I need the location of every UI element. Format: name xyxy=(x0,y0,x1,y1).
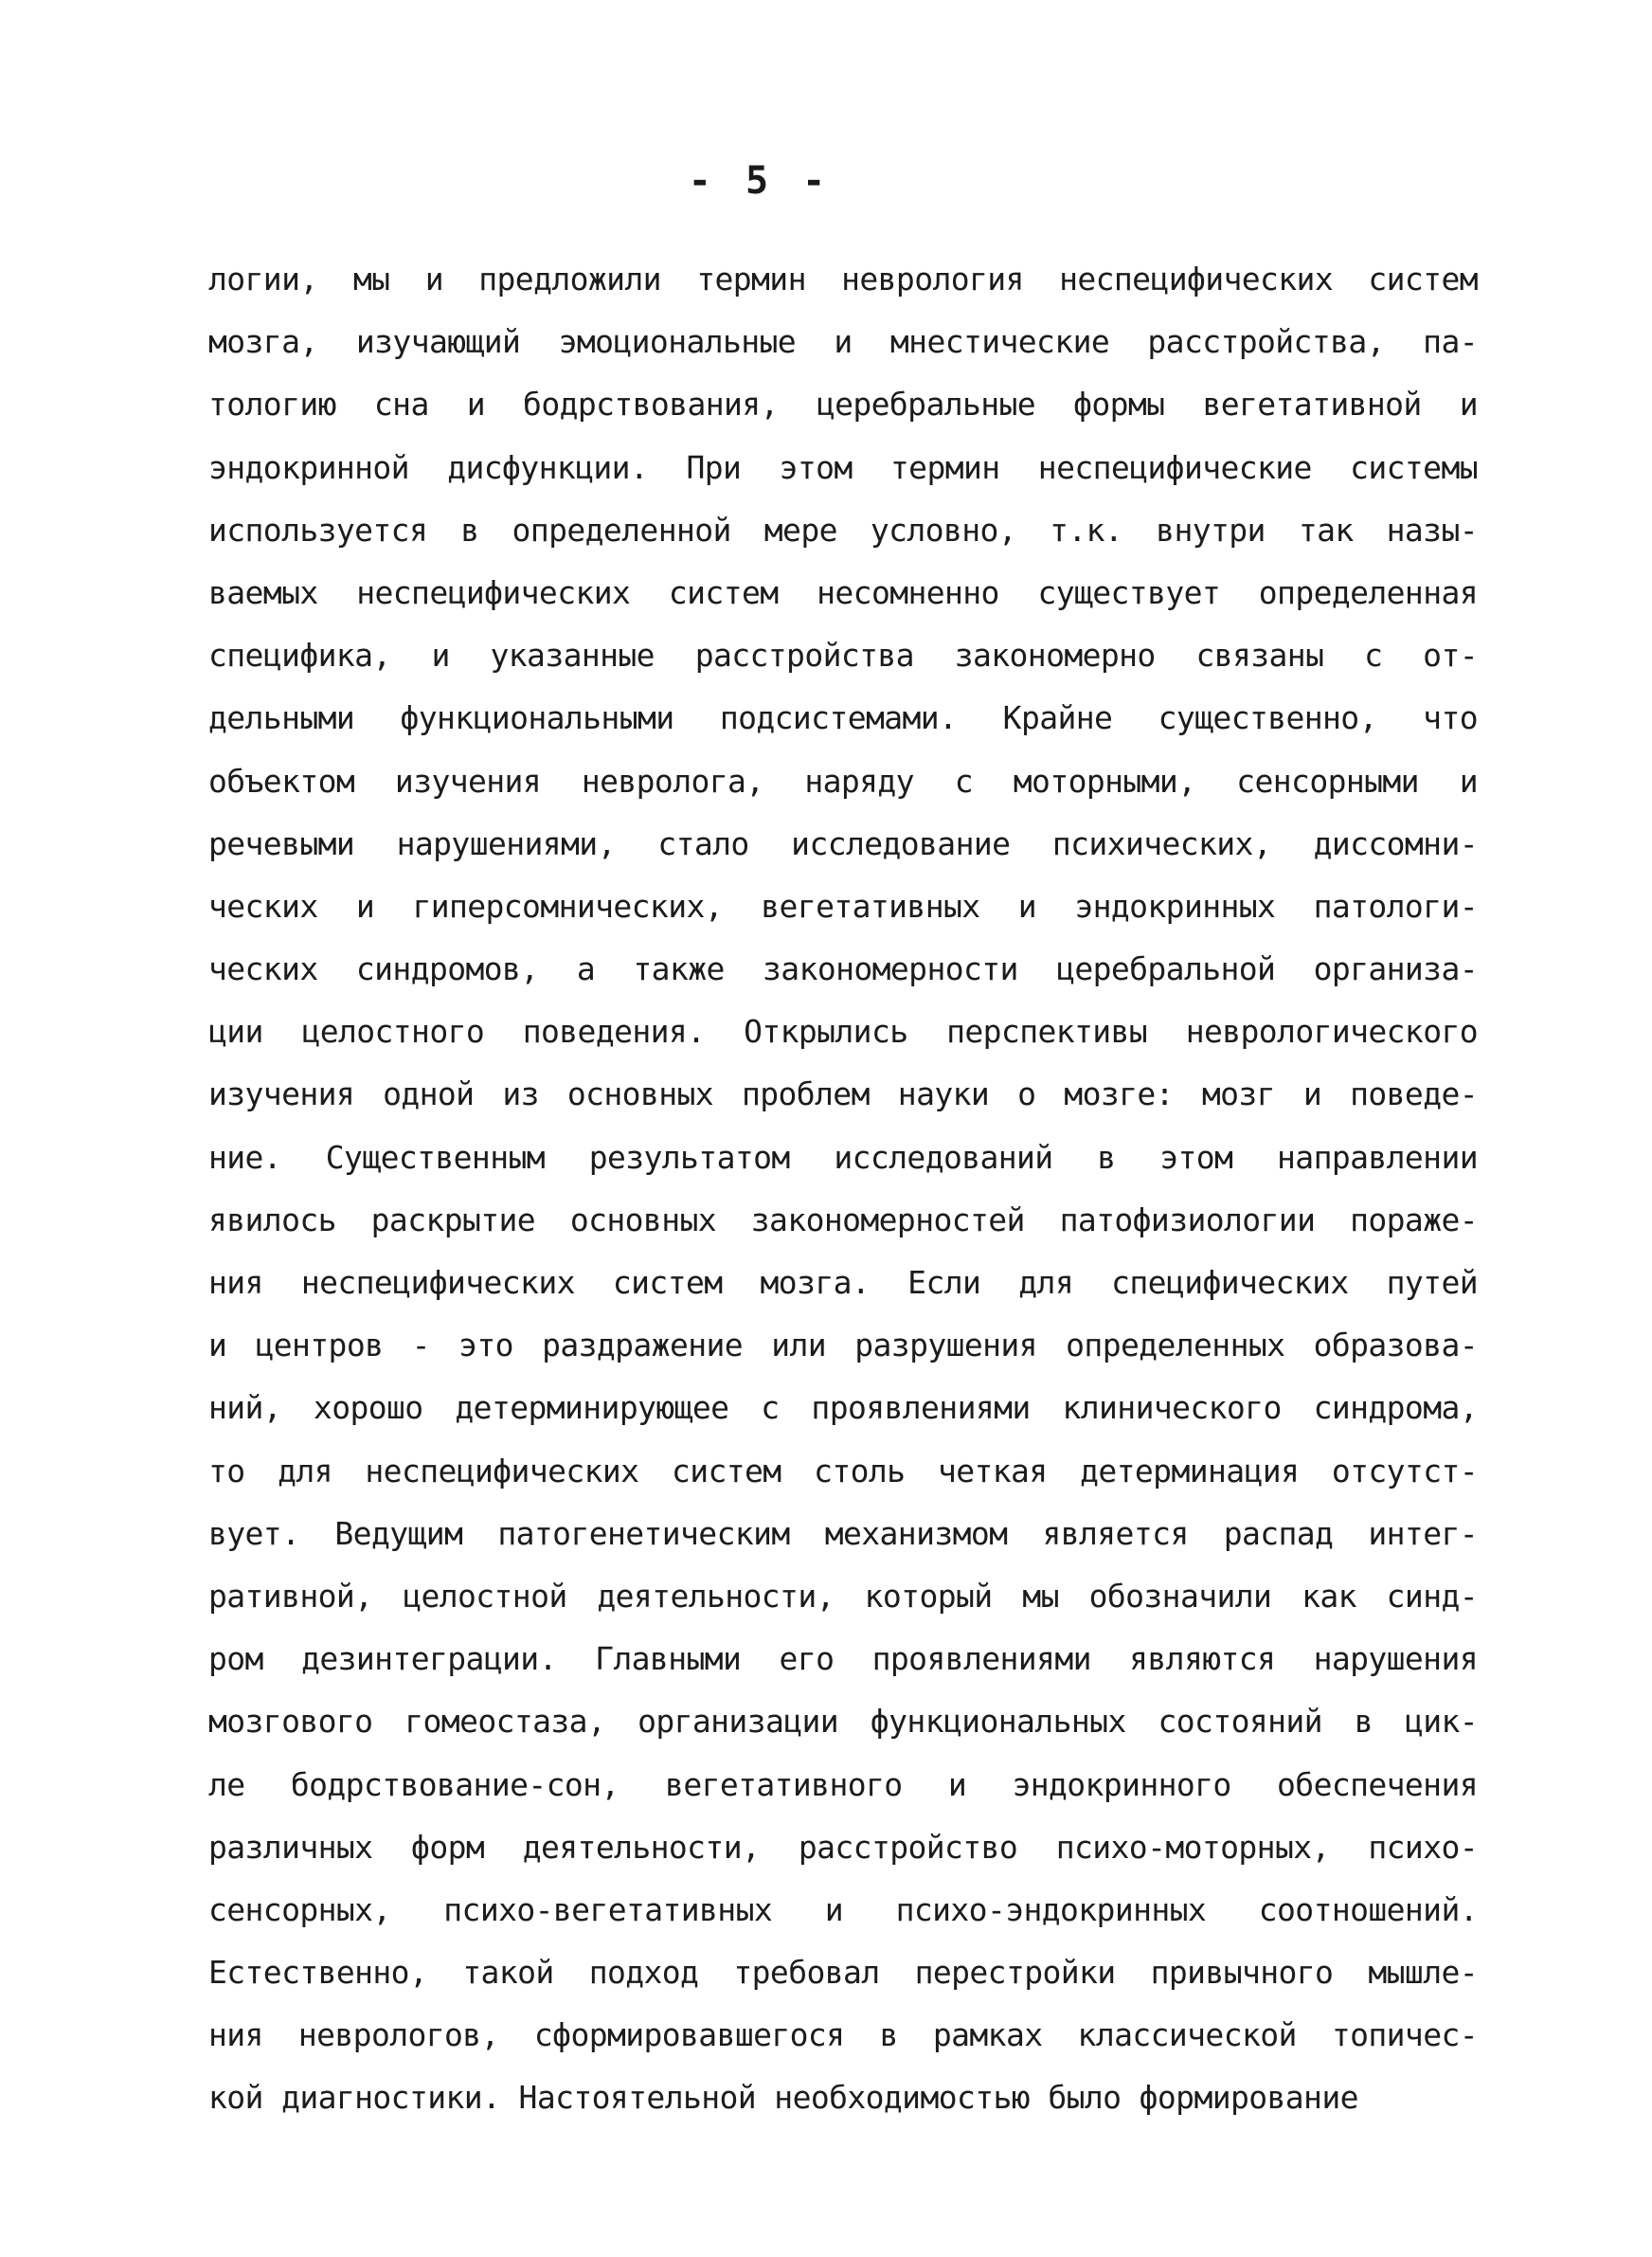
text-line: вует. Ведущим патогенетическим механизмом является распад интег- xyxy=(208,1514,1478,1552)
text-line: ративной, целостной деятельности, который мы обозначили как синд- xyxy=(208,1577,1478,1615)
text-line: изучения одной из основных проблем науки о мозге: мозг и поведе- xyxy=(208,1075,1478,1113)
text-line: ваемых неспецифических систем несомненно существует определенная xyxy=(208,573,1478,611)
text-line: ческих и гиперсомнических, вегетативных и эндокринных патологи- xyxy=(208,887,1478,925)
text-line: специфика, и указанные расстройства закономерно связаны с от- xyxy=(208,637,1478,675)
text-line: мозга, изучающий эмоциональные и мнестические расстройства, па- xyxy=(208,323,1478,361)
text-line: ний, хорошо детерминирующее с проявлениями клинического синдрома, xyxy=(208,1389,1478,1427)
text-line: эндокринной дисфункции. При этом термин неспецифические системы xyxy=(208,448,1478,486)
text-line: ния неспецифических систем мозга. Если для специфических путей xyxy=(208,1264,1478,1301)
text-line: сенсорных, психо-вегетативных и психо-эндокринных соотношений. xyxy=(208,1890,1478,1928)
text-line: речевыми нарушениями, стало исследование психических, диссомни- xyxy=(208,824,1478,862)
body-text xyxy=(208,248,1478,2130)
text-line: дельными функциональными подсистемами. Крайне существенно, что xyxy=(208,699,1478,737)
text-line: ром дезинтеграции. Главными его проявлениями являются нарушения xyxy=(208,1640,1478,1678)
text-line: мозгового гомеостаза, организации функциональных состояний в цик- xyxy=(208,1703,1478,1741)
text-line: ческих синдромов, а также закономерности церебральной организа- xyxy=(208,950,1478,988)
text-line: то для неспецифических систем столь четкая детерминация отсутст- xyxy=(208,1452,1478,1490)
text-line: ния неврологов, сформировавшегося в рамках классической топичес- xyxy=(208,2016,1478,2054)
text-line: различных форм деятельности, расстройство психо-моторных, психо- xyxy=(208,1828,1478,1866)
text-line: кой диагностики. Настоятельной необходимостью было формирование xyxy=(208,2079,1358,2117)
text-line: тологию сна и бодрствования, церебральные формы вегетативной и xyxy=(208,386,1478,424)
page-number: - 5 - xyxy=(688,159,832,203)
text-line: объектом изучения невролога, наряду с моторными, сенсорными и xyxy=(208,762,1478,800)
text-line: ле бодрствование-сон, вегетативного и эндокринного обеспечения xyxy=(208,1765,1478,1803)
text-line: Естественно, такой подход требовал перестройки привычного мышле- xyxy=(208,1954,1478,1992)
text-line: логии, мы и предложили термин неврология неспецифических систем xyxy=(208,261,1478,298)
text-line: ние. Существенным результатом исследований в этом направлении xyxy=(208,1138,1478,1176)
text-line: ции целостного поведения. Открылись перспективы неврологического xyxy=(208,1013,1478,1051)
text-line: явилось раскрытие основных закономерностей патофизиологии пораже- xyxy=(208,1201,1478,1238)
text-line: и центров - это раздражение или разрушения определенных образова- xyxy=(208,1327,1478,1364)
text-line: используется в определенной мере условно, т.к. внутри так назы- xyxy=(208,511,1478,549)
